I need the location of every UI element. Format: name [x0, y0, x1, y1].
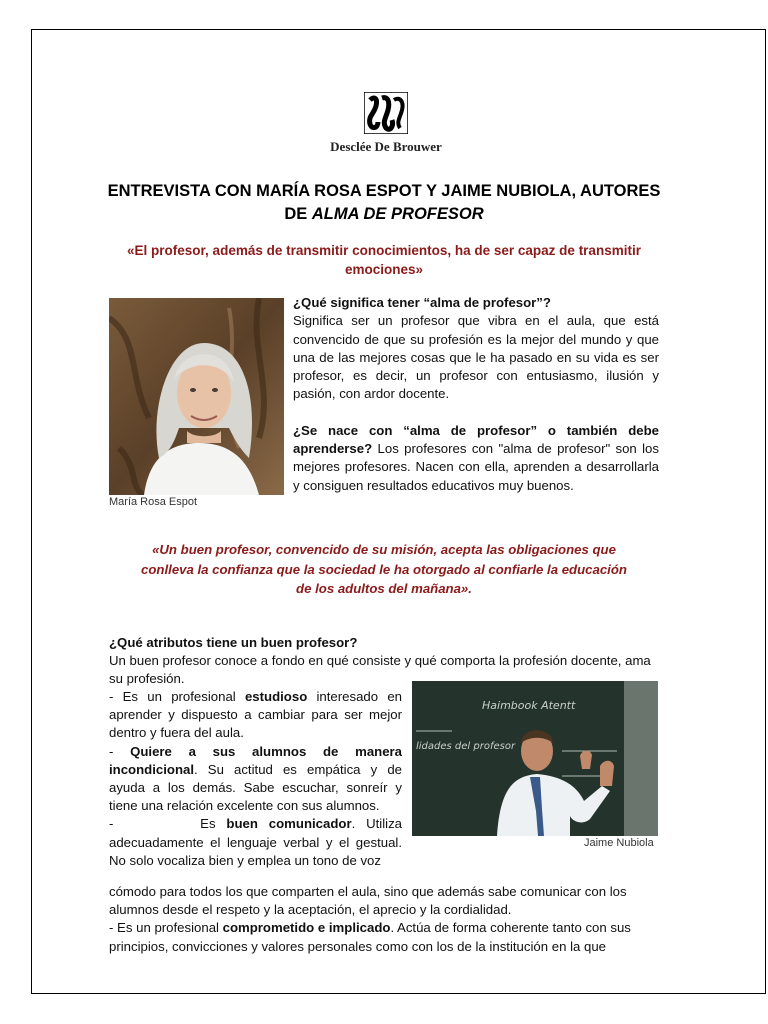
- photo-maria-rosa-espot: [109, 298, 284, 495]
- title-line-1: ENTREVISTA CON MARÍA ROSA ESPOT Y JAIME NUBIOLA, AUTORES: [107, 182, 661, 200]
- question-1: ¿Qué significa tener “alma de profesor”?: [293, 295, 551, 310]
- photo-caption-2: Jaime Nubiola: [584, 837, 654, 849]
- answer-1: Significa ser un profesor que vibra en el aula, que está convencido de que su profesión es la mejor del mundo y que una de las mejores cosas que le ha pasado en su vida es ser profesor, es decir, un profesor con entusiasmo, ilusión y pasión, con ardor docente.: [293, 313, 659, 402]
- board-text-2: lidades del profesor: [416, 741, 516, 752]
- attribute-item-3: - Es buen comunicador. Utiliza adecuadamente el lenguaje verbal y el gestual. No solo vocaliza bien y emplea un tono de voz: [109, 816, 406, 868]
- pull-quote-1: «El profesor, además de transmitir conocimientos, ha de ser capaz de transmitir emociones»: [127, 243, 641, 277]
- attributes-continued: [109, 883, 661, 956]
- answer-2: Los profesores con "alma de profesor" son los mejores profesores. Nacen con ella, aprenden a desarrollarla y consiguen resultados educativos muy buenos.: [293, 441, 659, 493]
- question-2: ¿Se nace con “alma de profesor” o también debe aprenderse?: [293, 422, 659, 457]
- publisher-name: Desclée De Brouwer: [330, 139, 442, 154]
- answer-3-intro: Un buen profesor conoce a fondo en qué consiste y qué comporta la profesión docente, ama su profesión.: [109, 653, 651, 687]
- article-title: [80, 180, 688, 226]
- attribute-item-4: - Es un profesional comprometido e implicado. Actúa de forma coherente tanto con sus principios, convicciones y valores personales como con los de la institución en la que: [109, 920, 631, 954]
- pull-quote-2: «Un buen profesor, convencido de su misión, acepta las obligaciones que conlleva la confianza que la sociedad le ha otorgado al confiarle la educación de los adultos del mañana».: [141, 542, 627, 596]
- question-3: ¿Qué atributos tiene un buen profesor?: [109, 635, 358, 650]
- attribute-item-1: - Es un profesional estudioso interesado en aprender y dispuesto a cambiar para ser mejor dentro y fuera del aula.: [109, 689, 402, 741]
- photo-jaime-nubiola: [412, 681, 658, 836]
- attribute-item-2: - Quiere a sus alumnos de manera incondicional. Su actitud es empática y de ayuda a los demás. Sabe escuchar, sonreír y tiene una relación excelente con sus alumnos.: [109, 743, 403, 814]
- attributes-list: [109, 688, 406, 870]
- attribute-item-3-continued: cómodo para todos los que comparten el aula, sino que además sabe comunicar con los alumnos desde el respeto y la aceptación, el aprecio y la cordialidad.: [109, 884, 627, 918]
- title-line-2-prefix: DE: [284, 205, 312, 223]
- interview-qa-top: [293, 294, 659, 495]
- board-text-1: Haimbook Atentt: [482, 699, 576, 712]
- publisher-logo-icon: [364, 92, 408, 134]
- qa-2: [293, 422, 659, 495]
- book-title: ALMA DE PROFESOR: [311, 205, 484, 223]
- photo-caption-1: María Rosa Espot: [109, 496, 198, 508]
